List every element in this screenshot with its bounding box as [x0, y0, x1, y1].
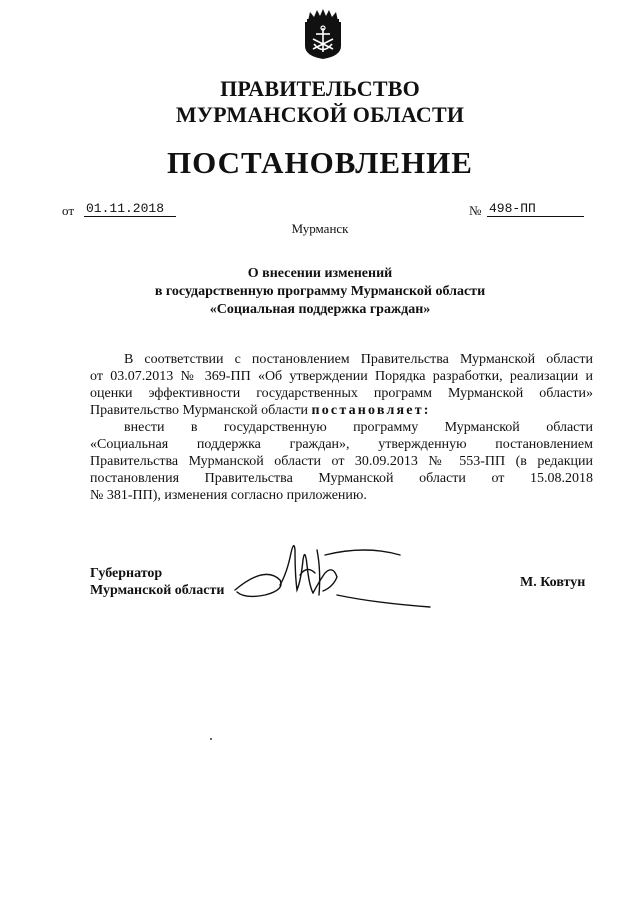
body-p1-line2: от 03.07.2013 № 369-ПП «Об утверждении Порядка разработки, реализации и [90, 369, 593, 384]
body-p2-line2: «Социальная поддержка граждан», утвержденную постановлением [90, 437, 593, 452]
org-name-line1: ПРАВИТЕЛЬСТВО [220, 76, 420, 101]
subject-line1: О внесении изменений [247, 266, 393, 281]
handwritten-signature [225, 535, 440, 615]
body-p2-line3: Правительства Мурманской области от 30.09.2013 № 553-ПП (в редакции [90, 454, 593, 469]
body-p1-line4 [90, 402, 593, 419]
signer-name: М. Ковтун [520, 575, 586, 590]
body-p2-line4: постановления Правительства Мурманской области от 15.08.2018 [90, 471, 593, 486]
date-field [84, 201, 176, 217]
document-date: 01.11.2018 [84, 202, 176, 217]
org-name-line2: МУРМАНСКОЙ ОБЛАСТИ [175, 102, 465, 127]
subject-line2: в государственную программу Мурманской области [154, 284, 486, 299]
date-prefix: от [62, 203, 75, 218]
document-type: ПОСТАНОВЛЕНИЕ [167, 145, 473, 180]
body-p2-line1: внести в государственную программу Мурманской области [124, 420, 593, 435]
body-p1-line3: оценки эффективности государственных программ Мурманской области» [90, 386, 593, 401]
scan-dot [210, 738, 212, 740]
subject-line3: «Социальная поддержка граждан» [209, 302, 431, 317]
coat-of-arms-icon [304, 8, 342, 60]
body-p1-line4-text: Правительство Мурманской области [90, 403, 308, 418]
city: Мурманск [291, 221, 349, 236]
number-prefix: № [469, 203, 482, 218]
body-p1-line1: В соответствии с постановлением Правительства Мурманской области [124, 352, 593, 367]
signer-title-line1: Губернатор [90, 566, 163, 581]
number-field [487, 201, 584, 217]
document-number: 498-ПП [487, 202, 584, 217]
body-p2-line5: № 381-ПП), изменения согласно приложению. [90, 488, 367, 503]
signer-title-line2: Мурманской области [90, 583, 225, 598]
resolution-word: постановляет: [311, 403, 431, 418]
